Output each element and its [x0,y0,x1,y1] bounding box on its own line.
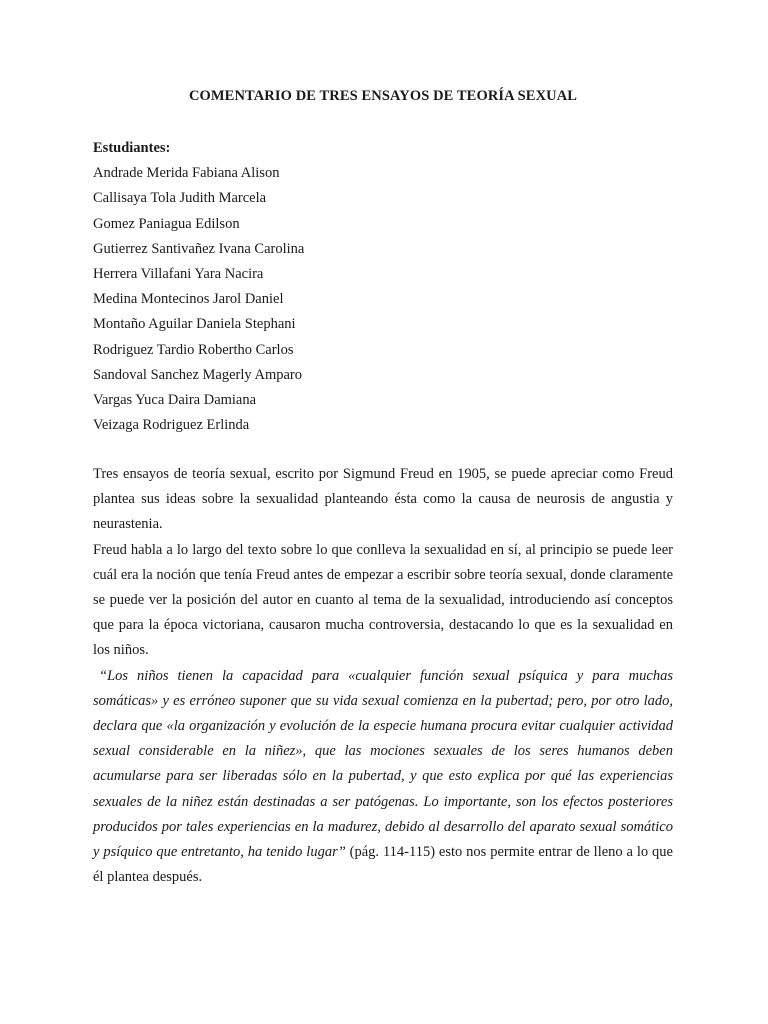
student-name: Herrera Villafani Yara Nacira [93,266,264,283]
student-name: Gomez Paniagua Edilson [93,215,240,232]
paragraph-intro: Tres ensayos de teoría sexual, escrito por Sigmund Freud en 1905, se puede apreciar como Freud plantea sus ideas sobre la sexualidad planteando ésta como la causa de neurosis de angustia y neurastenia. [93,466,673,533]
student-name: Gutierrez Santivañez Ivana Carolina [93,240,305,257]
quote-paragraph [93,664,673,891]
document-title: COMENTARIO DE TRES ENSAYOS DE TEORÍA SEXUAL [188,88,578,104]
student-name: Andrade Merida Fabiana Alison [93,165,280,182]
student-name: Vargas Yuca Daira Damiana [93,392,257,409]
student-name: Rodriguez Tardio Robertho Carlos [93,341,294,358]
student-name: Sandoval Sanchez Magerly Amparo [93,366,302,383]
freud-quote: “Los niños tienen la capacidad para «cualquier función sexual psíquica y para muchas somáticas» y es erróneo suponer que su vida sexual comienza en la pubertad; pero, por otro lado, declara que «la organización y evolución de la especie humana procura evitar cualquier actividad sexual considerable en la niñez», que las mociones sexuales de los seres humanos deben acumularse para ser liberadas sólo en la pubertad, y que esto explica por qué las experiencias sexuales de la niñez están destinadas a ser patógenas. Lo importante, son los efectos posteriores producidos por tales experiencias en la madurez, debido al desarrollo del aparato sexual somático y psíquico que entretanto, ha tenido lugar” [93,667,673,861]
student-name: Callisaya Tola Judith Marcela [93,190,267,207]
student-name: Veizaga Rodriguez Erlinda [93,417,250,434]
student-name: Medina Montecinos Jarol Daniel [93,291,284,308]
paragraph-context: Freud habla a lo largo del texto sobre lo que conlleva la sexualidad en sí, al principio se puede leer cuál era la noción que tenía Freud antes de empezar a escribir sobre teoría sexual, donde claramente se puede ver la posición del autor en cuanto al tema de la sexualidad, introduciendo así conceptos que para la época victoriana, causaron mucha controversia, destacando lo que es la sexualidad en los niños. [93,541,673,659]
students-heading: Estudiantes: [93,140,171,156]
body-text [93,462,673,890]
quote-citation: (pág. 114-115) esto nos permite entrar de lleno a lo que él plantea después. [93,844,673,886]
student-name: Montaño Aguilar Daniela Stephani [93,316,296,333]
students-block [93,136,673,438]
